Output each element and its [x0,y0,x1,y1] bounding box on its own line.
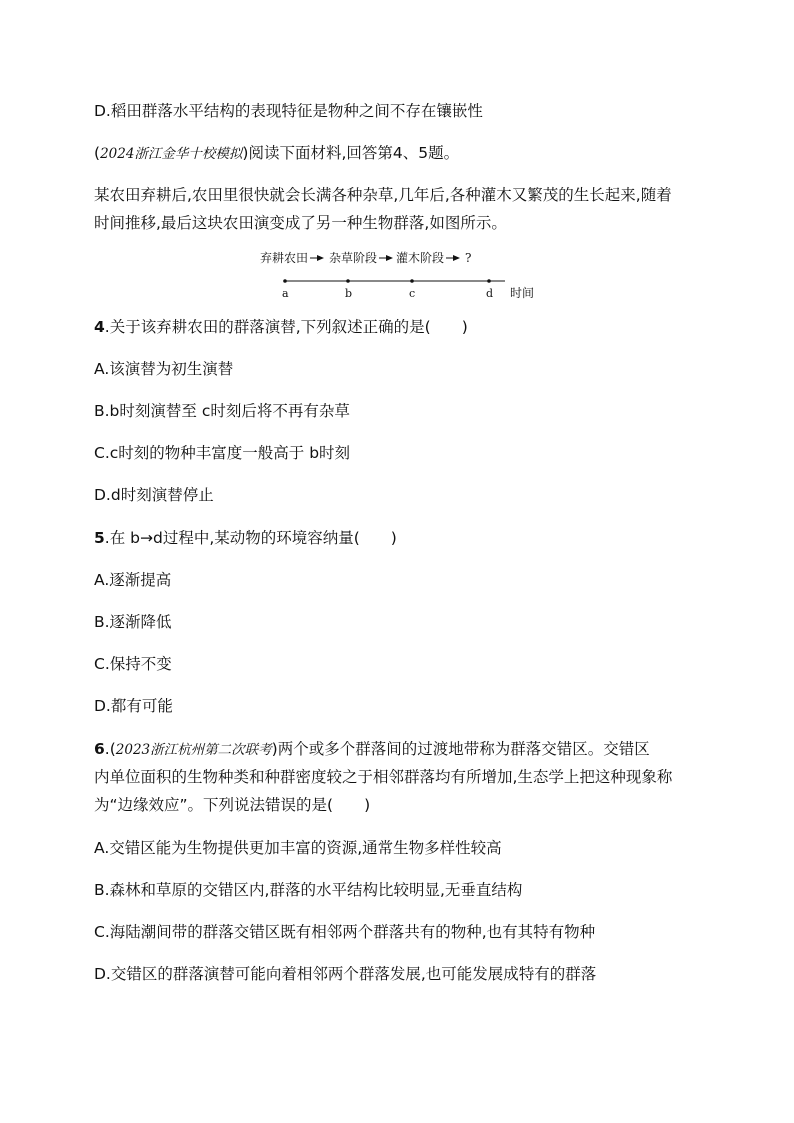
q6-option-a: A.交错区能为生物提供更加丰富的资源,通常生物多样性较高 [94,839,502,857]
q4-number: 4 [94,318,105,336]
axis-label: 时间 [510,286,535,300]
q45-intro [94,143,459,164]
q4-option-b: B.b时刻演替至 c时刻后将不再有杂草 [94,402,350,420]
q5-stem-text: .在 b→d过程中,某动物的环境容纳量( ) [104,529,397,547]
source-open: ( [94,144,101,162]
q5-number: 5 [94,529,105,547]
q6-option-d: D.交错区的群落演替可能向着相邻两个群落发展,也可能发展成特有的群落 [94,965,597,983]
q4-option-c: C.c时刻的物种丰富度一般高于 b时刻 [94,444,351,462]
intro-text: )阅读下面材料,回答第4、5题。 [242,144,460,162]
q6-source-open: .( [104,740,116,758]
q6-stem-line-3: 为“边缘效应”。下列说法错误的是( ) [94,796,371,814]
q6-option-b: B.森林和草原的交错区内,群落的水平结构比较明显,无垂直结构 [94,881,523,899]
source-tag: 2024浙江金华十校模拟 [100,146,243,162]
point-b-label: b [345,287,353,300]
q6-number: 6 [94,740,105,758]
point-c-label: c [409,287,416,300]
point-a-dot [283,279,287,283]
stage-weed: 杂草阶段 [329,251,378,265]
point-b-dot [346,279,350,283]
q5-option-c: C.保持不变 [94,655,172,673]
q4-option-d: D.d时刻演替停止 [94,486,214,504]
material-line-1: 某农田弃耕后,农田里很快就会长满各种杂草,几年后,各种灌木又繁茂的生长起来,随着 [94,186,672,204]
point-a-label: a [282,287,289,300]
stage-shrub: 灌木阶段 [396,251,445,265]
q6-stem-line-1 [94,739,650,760]
q4-option-a: A.该演替为初生演替 [94,360,234,378]
point-d-dot [487,279,491,283]
q6-stem-line-2: 内单位面积的生物种类和种群密度较之于相邻群落均有所增加,生态学上把这种现象称 [94,768,673,786]
q3-option-d: D.稻田群落水平结构的表现特征是物种之间不存在镶嵌性 [94,102,483,120]
stage-unknown: ? [465,251,472,265]
q4-stem-text: .关于该弃耕农田的群落演替,下列叙述正确的是( ) [104,318,468,336]
stage-abandoned-farmland: 弃耕农田 [260,251,309,265]
q6-stem-text-1: )两个或多个群落间的过渡地带称为群落交错区。交错区 [271,740,650,758]
q6-option-c: C.海陆潮间带的群落交错区既有相邻两个群落共有的物种,也有其特有物种 [94,923,596,941]
succession-diagram [250,247,550,303]
point-c-dot [410,279,414,283]
point-d-label: d [486,287,494,300]
q5-option-b: B.逐渐降低 [94,613,172,631]
material-line-2: 时间推移,最后这块农田演变成了另一种生物群落,如图所示。 [94,214,507,232]
q5-option-a: A.逐渐提高 [94,571,172,589]
q6-source-tag: 2023浙江杭州第二次联考 [115,742,272,758]
q4-stem [94,317,468,337]
q5-option-d: D.都有可能 [94,697,173,715]
q5-stem [94,528,397,548]
